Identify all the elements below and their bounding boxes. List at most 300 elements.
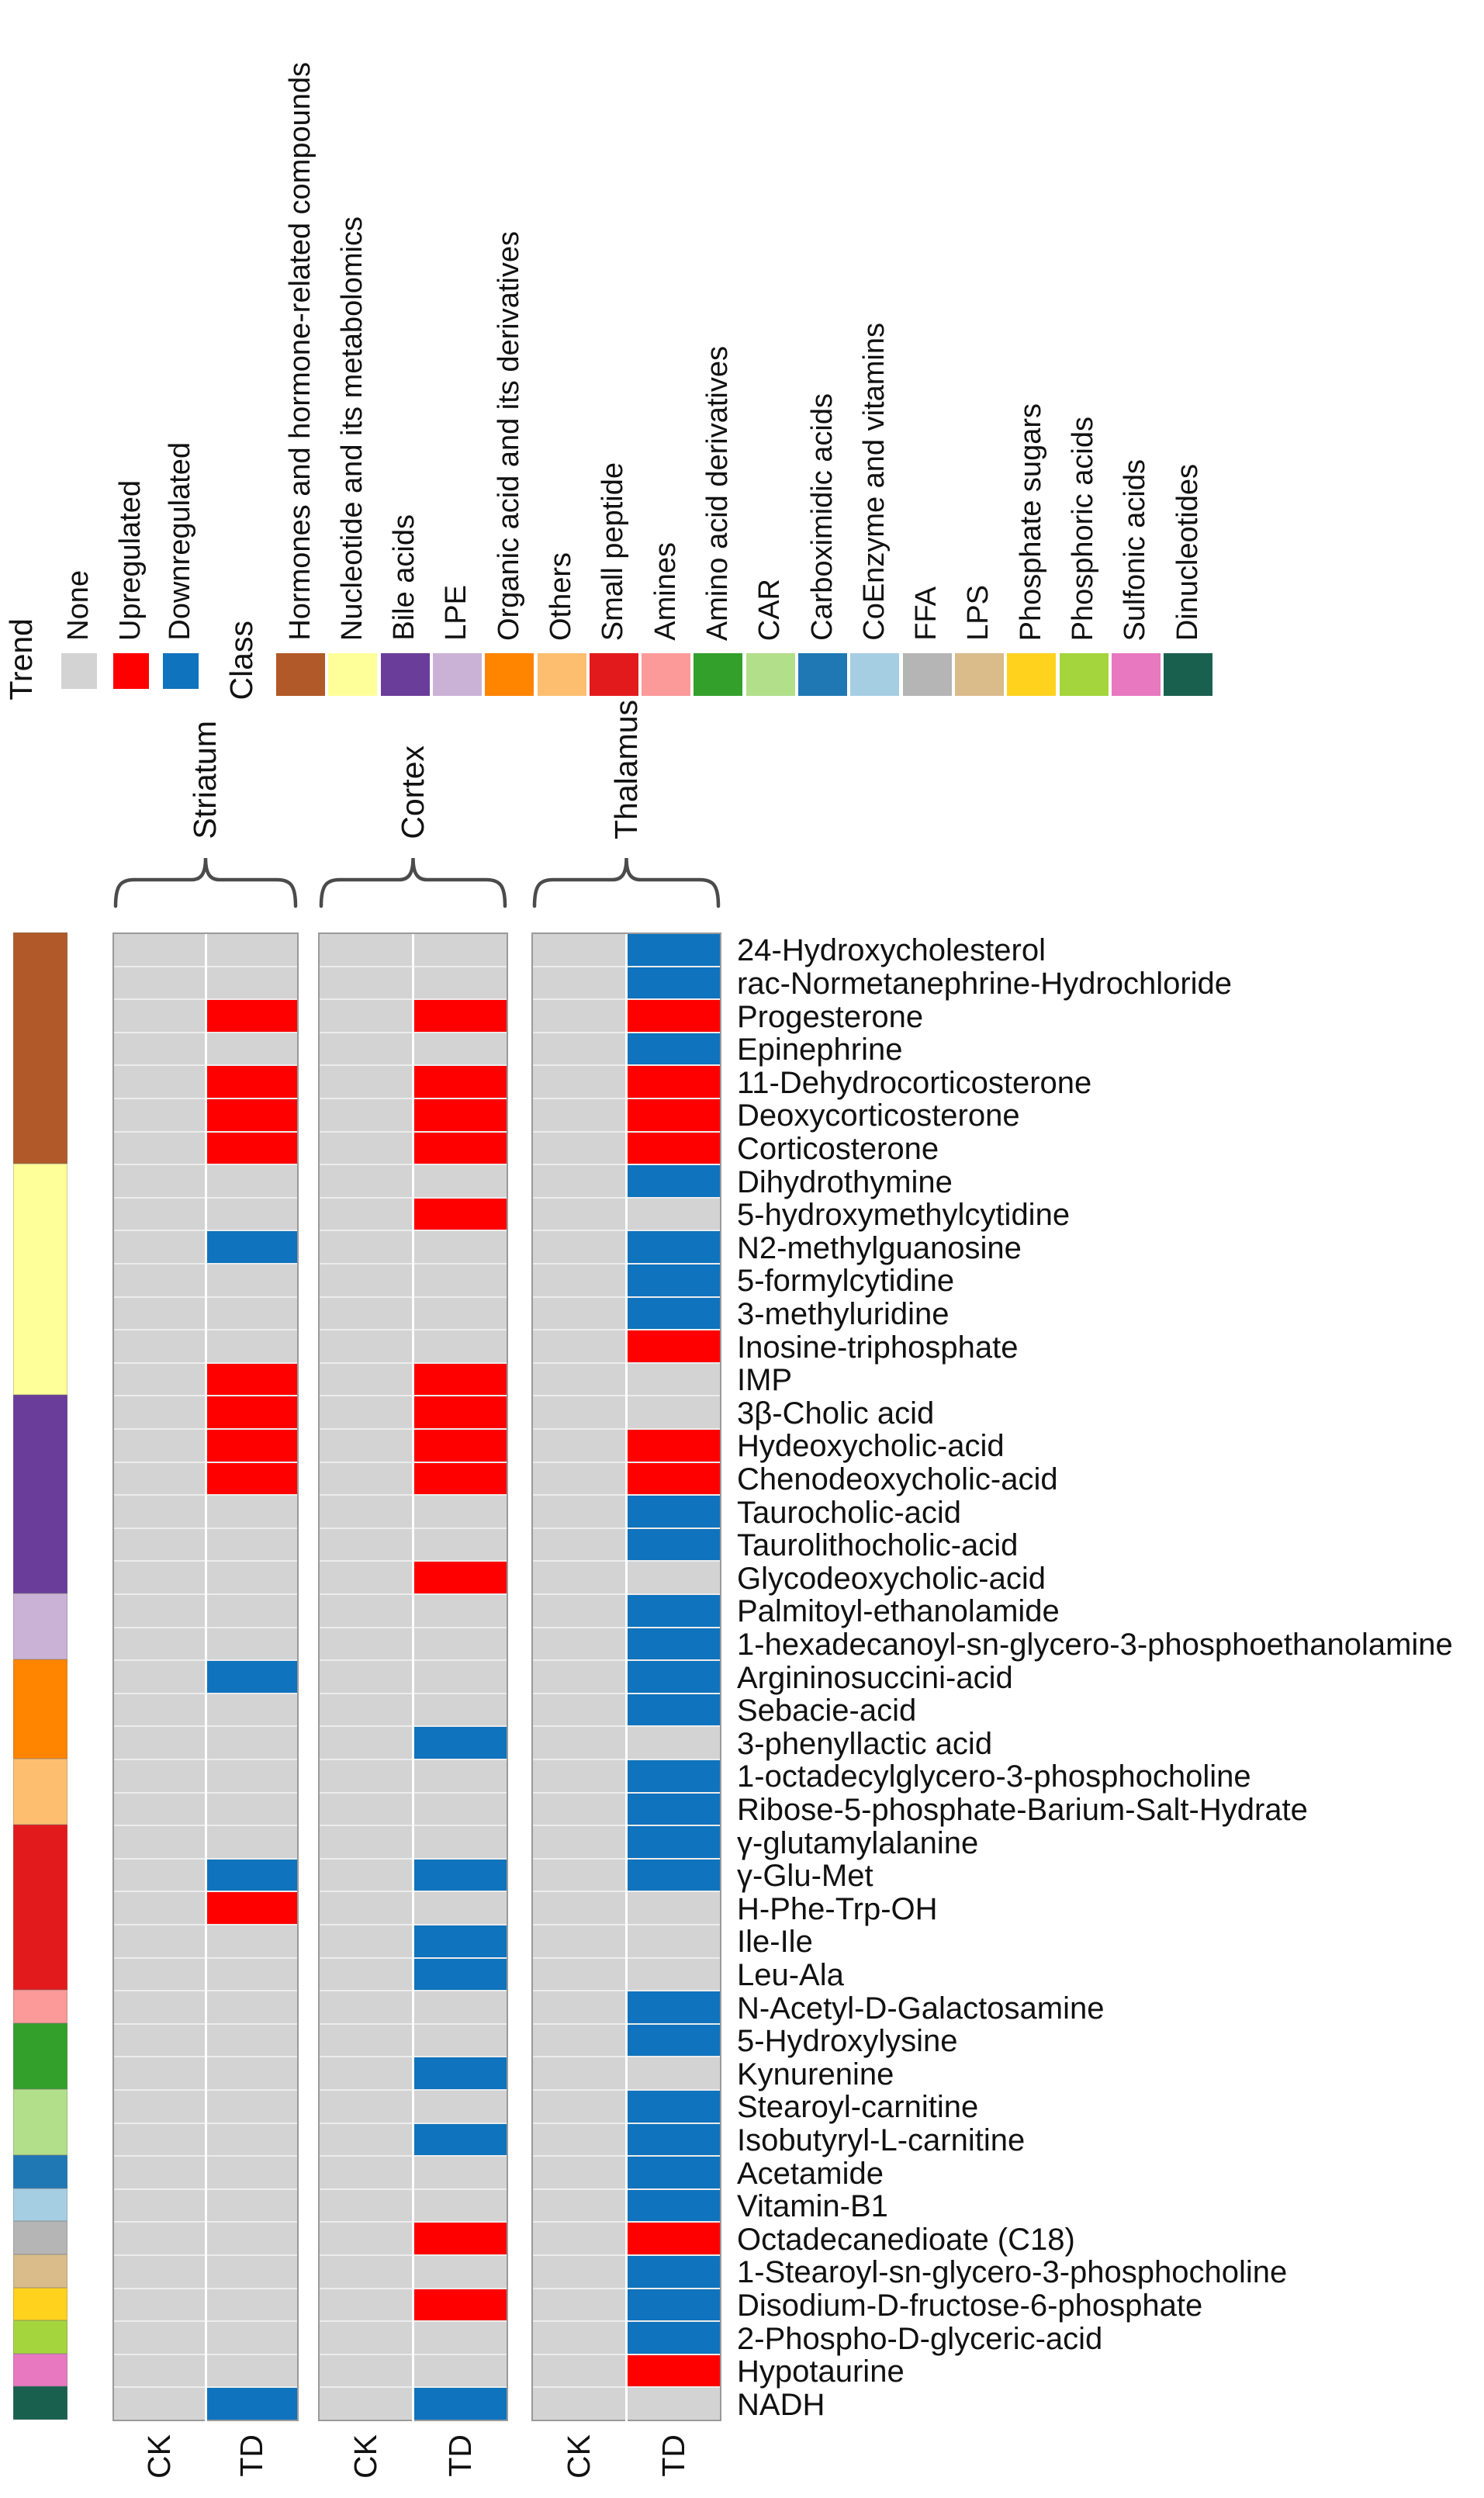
heatmap-cell <box>320 1529 412 1561</box>
trend-label-down: Downregulated <box>164 442 197 641</box>
row-label: Stearoyl-carnitine <box>737 2090 979 2125</box>
trend-swatch-up <box>113 653 149 689</box>
heatmap-cell <box>533 934 625 966</box>
heatmap-cell <box>207 1463 298 1495</box>
region-label-cortex-wrap <box>379 0 448 839</box>
heatmap-cell <box>207 2289 298 2321</box>
heatmap-cell <box>533 1595 625 1627</box>
heatmap-cell <box>533 2057 625 2089</box>
region-brace <box>531 846 721 911</box>
row-label: Deoxycorticosterone <box>737 1098 1020 1133</box>
heatmap-cell <box>320 1661 412 1693</box>
heatmap-cell <box>628 1099 720 1131</box>
heatmap-cell <box>320 1133 412 1164</box>
heatmap-cell <box>207 1727 298 1759</box>
heatmap-cell <box>320 2057 412 2089</box>
trend-swatch-none <box>61 653 97 689</box>
heatmap-cell <box>320 2388 412 2420</box>
heatmap-cell <box>207 1000 298 1032</box>
heatmap-cell <box>320 1463 412 1495</box>
heatmap-cell <box>533 1925 625 1957</box>
heatmap-cell <box>414 1661 507 1693</box>
heatmap-cell <box>320 934 412 966</box>
heatmap-cell <box>628 2322 720 2354</box>
heatmap-cell <box>114 2322 205 2354</box>
row-label: 2-Phospho-D-glyceric-acid <box>737 2321 1103 2356</box>
heatmap-cell <box>414 1133 507 1164</box>
heatmap-cell <box>533 2157 625 2188</box>
heatmap-cell <box>628 2025 720 2057</box>
heatmap-cell <box>414 1364 507 1396</box>
heatmap-cell <box>320 1892 412 1924</box>
heatmap-cell <box>414 1959 507 1991</box>
heatmap-cell <box>533 2256 625 2288</box>
heatmap-cell <box>114 1099 205 1131</box>
heatmap-cell <box>533 1231 625 1263</box>
class-swatch-17 <box>1164 653 1212 696</box>
heatmap-cell <box>207 1133 298 1164</box>
heatmap-cell <box>320 1066 412 1098</box>
heatmap-cell <box>207 1562 298 1593</box>
heatmap-cell <box>207 2223 298 2254</box>
heatmap-cell <box>533 1661 625 1693</box>
row-label: Taurolithocholic-acid <box>737 1528 1019 1563</box>
heatmap-cell <box>114 2124 205 2156</box>
heatmap-cell <box>114 1364 205 1396</box>
heatmap-cell <box>628 1330 720 1362</box>
heatmap-cell <box>628 1694 720 1726</box>
heatmap-cell <box>114 1760 205 1792</box>
heatmap-cell <box>114 1330 205 1362</box>
heatmap-cell <box>114 967 205 999</box>
heatmap-cell <box>320 1760 412 1792</box>
class-label-4: Organic acid and its derivatives <box>492 230 525 641</box>
class-label-1: Nucleotide and its metabolomics <box>335 216 368 641</box>
column-tick-label-striatum-td-wrap <box>217 2434 287 2498</box>
row-label: Corticosterone <box>737 1131 939 1166</box>
heatmap-cell <box>320 1298 412 1330</box>
region-label-striatum-wrap <box>171 0 240 839</box>
heatmap-cell <box>207 1396 298 1428</box>
row-label: 3β-Cholic acid <box>737 1396 935 1431</box>
heatmap-cell <box>533 967 625 999</box>
heatmap-cell <box>533 1033 625 1065</box>
heatmap-cell <box>414 1231 507 1263</box>
heatmap-cell <box>114 1529 205 1561</box>
heatmap-cell <box>320 1727 412 1759</box>
heatmap-cell <box>320 1628 412 1660</box>
heatmap-cell <box>414 1892 507 1924</box>
trend-label-up: Upregulated <box>114 479 147 641</box>
heatmap-cell <box>114 1066 205 1098</box>
row-label: Ribose-5-phosphate-Barium-Salt-Hydrate <box>737 1792 1308 1827</box>
heatmap-cell <box>628 1529 720 1561</box>
row-label: Chenodeoxycholic-acid <box>737 1462 1058 1496</box>
trend-legend-title: Trend <box>3 618 40 701</box>
class-sidebar-segment-4 <box>13 1659 67 1759</box>
heatmap-cell <box>114 2256 205 2288</box>
heatmap-cell <box>414 1595 507 1627</box>
row-label: Kynurenine <box>737 2057 894 2091</box>
class-swatch-10 <box>798 653 847 696</box>
heatmap-cell <box>414 1562 507 1593</box>
region-brace <box>112 846 299 911</box>
heatmap-cell <box>628 2091 720 2123</box>
heatmap-cell <box>628 1826 720 1858</box>
class-swatch-13 <box>955 653 1004 696</box>
class-sidebar-segment-16 <box>13 2354 67 2387</box>
class-label-7: Amines <box>649 542 682 641</box>
region-label-cortex: Cortex <box>394 746 431 839</box>
heatmap-cell <box>320 2355 412 2387</box>
class-swatch-5 <box>538 653 586 696</box>
class-swatch-1 <box>328 653 377 696</box>
row-label: Inosine-triphosphate <box>737 1330 1019 1365</box>
region-label-thalamus: Thalamus <box>607 699 644 839</box>
heatmap-cell <box>320 1562 412 1593</box>
row-label: 1-hexadecanoyl-sn-glycero-3-phosphoethanolamine <box>737 1627 1453 1662</box>
heatmap-cell <box>320 1860 412 1891</box>
heatmap-cell <box>414 1760 507 1792</box>
row-label: Taurocholic-acid <box>737 1495 962 1530</box>
heatmap-cell <box>414 1199 507 1230</box>
heatmap-cell <box>533 1694 625 1726</box>
heatmap-cell <box>533 1496 625 1528</box>
heatmap-cell <box>628 2057 720 2089</box>
heatmap-cell <box>114 2025 205 2057</box>
heatmap-cell <box>414 2091 507 2123</box>
heatmap-cell <box>533 1727 625 1759</box>
heatmap-cell <box>533 2124 625 2156</box>
heatmap-cell <box>533 1099 625 1131</box>
heatmap-cell <box>114 2223 205 2254</box>
region-brace <box>318 846 508 911</box>
heatmap-cell <box>628 1562 720 1593</box>
heatmap-cell <box>628 1760 720 1792</box>
heatmap-cell <box>414 2190 507 2222</box>
column-tick-label-cortex-td-wrap <box>426 2434 496 2498</box>
class-label-17: Dinucleotides <box>1171 463 1204 641</box>
heatmap-cell <box>414 1794 507 1825</box>
heatmap-cell <box>628 1133 720 1164</box>
heatmap-cell <box>114 1860 205 1891</box>
class-swatch-9 <box>746 653 795 696</box>
heatmap-cell <box>414 1330 507 1362</box>
class-label-2: Bile acids <box>388 514 421 641</box>
column-tick-label-thalamus-ck-wrap <box>545 2434 614 2498</box>
heatmap-cell <box>533 1298 625 1330</box>
heatmap-cell <box>533 1562 625 1593</box>
heatmap-cell <box>533 1066 625 1098</box>
column-tick-label-thalamus-td-wrap <box>639 2434 709 2498</box>
heatmap-cell <box>207 2256 298 2288</box>
heatmap-cell <box>320 1826 412 1858</box>
row-label: Leu-Ala <box>737 1957 844 1992</box>
heatmap-cell <box>533 1860 625 1891</box>
row-label: H-Phe-Trp-OH <box>737 1891 938 1926</box>
heatmap-cell <box>320 2091 412 2123</box>
heatmap-cell <box>114 1000 205 1032</box>
heatmap-cell <box>414 967 507 999</box>
class-sidebar-segment-14 <box>13 2288 67 2321</box>
class-label-6: Small peptide <box>597 462 630 641</box>
heatmap-cell <box>320 1000 412 1032</box>
heatmap-cell <box>320 1231 412 1263</box>
row-label: Octadecanedioate (C18) <box>737 2222 1075 2257</box>
class-swatch-15 <box>1060 653 1109 696</box>
heatmap-cell <box>414 1991 507 2023</box>
heatmap-cell <box>114 2190 205 2222</box>
heatmap-cell <box>414 2025 507 2057</box>
heatmap-cell <box>207 2355 298 2387</box>
row-label: Progesterone <box>737 999 924 1034</box>
class-swatch-11 <box>850 653 899 696</box>
class-sidebar-segment-11 <box>13 2188 67 2222</box>
row-label: 24-Hydroxycholesterol <box>737 933 1046 968</box>
heatmap-cell <box>114 934 205 966</box>
heatmap-cell <box>320 1033 412 1065</box>
heatmap-cell <box>320 2124 412 2156</box>
class-swatch-0 <box>276 653 325 696</box>
heatmap-cell <box>628 1496 720 1528</box>
heatmap-cell <box>320 1199 412 1230</box>
heatmap-cell <box>533 1133 625 1164</box>
row-label: NADH <box>737 2387 825 2422</box>
column-tick-label-striatum-td: TD <box>233 2434 270 2477</box>
column-tick-label-thalamus-ck: CK <box>560 2434 597 2479</box>
heatmap-cell <box>320 1396 412 1428</box>
heatmap-cell <box>207 934 298 966</box>
class-swatch-14 <box>1007 653 1056 696</box>
heatmap-cell <box>414 2157 507 2188</box>
heatmap-cell <box>114 1033 205 1065</box>
heatmap-cell <box>533 1165 625 1197</box>
heatmap-cell <box>533 2025 625 2057</box>
class-sidebar-segment-12 <box>13 2221 67 2254</box>
class-sidebar-segment-17 <box>13 2386 67 2420</box>
class-sidebar-segment-5 <box>13 1759 67 1825</box>
heatmap-cell <box>207 1330 298 1362</box>
heatmap-cell <box>628 1033 720 1065</box>
heatmap-cell <box>533 1794 625 1825</box>
row-label: γ-glutamylalanine <box>737 1825 979 1860</box>
row-label: Vitamin-B1 <box>737 2189 888 2224</box>
heatmap-cell <box>414 2355 507 2387</box>
class-label-8: Amino acid derivatives <box>700 345 734 641</box>
heatmap-cell <box>628 1727 720 1759</box>
heatmap-cell <box>628 2355 720 2387</box>
heatmap-cell <box>207 1165 298 1197</box>
heatmap-cell <box>533 1265 625 1296</box>
heatmap-cell <box>207 2057 298 2089</box>
heatmap-cell <box>320 2289 412 2321</box>
heatmap-cell <box>207 1661 298 1693</box>
heatmap-cell <box>628 1595 720 1627</box>
heatmap-cell <box>207 1991 298 2023</box>
heatmap-cell <box>207 2025 298 2057</box>
heatmap-cell <box>320 1099 412 1131</box>
heatmap-cell <box>414 1925 507 1957</box>
heatmap-cell <box>207 2157 298 2188</box>
heatmap-cell <box>114 1628 205 1660</box>
heatmap-cell <box>114 2057 205 2089</box>
heatmap-cell <box>628 2157 720 2188</box>
class-swatch-8 <box>694 653 742 696</box>
heatmap-cell <box>114 1165 205 1197</box>
heatmap-cell <box>207 2388 298 2420</box>
heatmap-cell <box>628 1066 720 1098</box>
heatmap-cell <box>320 1430 412 1462</box>
heatmap-cell <box>628 1661 720 1693</box>
heatmap-cell <box>628 1892 720 1924</box>
heatmap-cell <box>414 1099 507 1131</box>
heatmap-cell <box>114 2388 205 2420</box>
heatmap-cell <box>533 2091 625 2123</box>
heatmap-cell <box>533 1364 625 1396</box>
heatmap-cell <box>114 1661 205 1693</box>
heatmap-cell <box>114 1694 205 1726</box>
heatmap-cell <box>533 1430 625 1462</box>
class-sidebar-segment-7 <box>13 1990 67 2023</box>
heatmap-cell <box>207 1959 298 1991</box>
heatmap-cell <box>114 1199 205 1230</box>
heatmap-cell <box>207 1496 298 1528</box>
heatmap-cell <box>320 2322 412 2354</box>
heatmap-block-thalamus <box>531 932 721 2421</box>
heatmap-cell <box>414 1860 507 1891</box>
heatmap-cell <box>320 1265 412 1296</box>
heatmap-cell <box>533 1463 625 1495</box>
row-label: 5-hydroxymethylcytidine <box>737 1198 1071 1233</box>
heatmap-cell <box>207 1892 298 1924</box>
class-swatch-4 <box>485 653 534 696</box>
heatmap-cell <box>628 1199 720 1230</box>
class-label-16: Sulfonic acids <box>1119 458 1152 641</box>
heatmap-cell <box>114 1396 205 1428</box>
heatmap-cell <box>320 2223 412 2254</box>
heatmap-cell <box>114 2091 205 2123</box>
heatmap-cell <box>114 1298 205 1330</box>
class-label-5: Others <box>545 552 578 641</box>
class-sidebar-segment-8 <box>13 2023 67 2089</box>
heatmap-cell <box>207 2091 298 2123</box>
heatmap-cell <box>414 1000 507 1032</box>
heatmap-cell <box>114 1959 205 1991</box>
heatmap-cell <box>320 2025 412 2057</box>
heatmap-cell <box>414 1463 507 1495</box>
heatmap-cell <box>628 2223 720 2254</box>
heatmap-cell <box>628 1265 720 1296</box>
heatmap-cell <box>414 1628 507 1660</box>
row-label: N-Acetyl-D-Galactosamine <box>737 1991 1105 2026</box>
heatmap-cell <box>114 1892 205 1924</box>
heatmap-cell <box>207 2124 298 2156</box>
heatmap-cell <box>114 1794 205 1825</box>
column-tick-label-striatum-ck-wrap <box>124 2434 194 2498</box>
class-sidebar-segment-15 <box>13 2320 67 2354</box>
heatmap-cell <box>114 1133 205 1164</box>
heatmap-cell <box>414 1033 507 1065</box>
heatmap-cell <box>320 967 412 999</box>
class-sidebar-segment-2 <box>13 1395 67 1593</box>
heatmap-cell <box>533 1892 625 1924</box>
heatmap-cell <box>533 1959 625 1991</box>
heatmap-cell <box>207 2322 298 2354</box>
row-label: Epinephrine <box>737 1033 903 1067</box>
heatmap-cell <box>628 2289 720 2321</box>
heatmap-cell <box>114 2355 205 2387</box>
heatmap-cell <box>533 1000 625 1032</box>
heatmap-cell <box>207 1925 298 1957</box>
row-label: Argininosuccini-acid <box>737 1660 1013 1695</box>
class-sidebar-segment-3 <box>13 1593 67 1659</box>
class-sidebar-segment-10 <box>13 2155 67 2188</box>
row-label: Isobutyryl-L-carnitine <box>737 2123 1026 2157</box>
heatmap-cell <box>414 2124 507 2156</box>
class-sidebar-segment-13 <box>13 2254 67 2288</box>
row-label: 1-Stearoyl-sn-glycero-3-phosphocholine <box>737 2255 1288 2290</box>
row-label: 11-Dehydrocorticosterone <box>737 1065 1092 1100</box>
heatmap-cell <box>114 1463 205 1495</box>
class-label-11: CoEnzyme and vitamins <box>857 323 891 641</box>
heatmap-cell <box>628 934 720 966</box>
row-label: Ile-Ile <box>737 1925 813 1960</box>
heatmap-cell <box>114 1231 205 1263</box>
heatmap-cell <box>414 1066 507 1098</box>
heatmap-cell <box>414 1396 507 1428</box>
heatmap-cell <box>628 1000 720 1032</box>
heatmap-cell <box>320 1364 412 1396</box>
row-label: IMP <box>737 1363 793 1398</box>
heatmap-cell <box>628 1925 720 1957</box>
heatmap-cell <box>533 1529 625 1561</box>
heatmap-cell <box>207 2190 298 2222</box>
row-label: 1-octadecylglycero-3-phosphocholine <box>737 1759 1251 1794</box>
heatmap-cell <box>628 1430 720 1462</box>
row-label: Palmitoyl-ethanolamide <box>737 1594 1060 1629</box>
class-swatch-16 <box>1112 653 1161 696</box>
heatmap-cell <box>114 1991 205 2023</box>
heatmap-cell <box>320 1991 412 2023</box>
heatmap-cell <box>414 1496 507 1528</box>
region-label-striatum: Striatum <box>187 721 223 839</box>
heatmap-cell <box>114 1562 205 1593</box>
heatmap-cell <box>628 1463 720 1495</box>
heatmap-block-striatum <box>112 932 299 2421</box>
heatmap-cell <box>207 1066 298 1098</box>
class-label-14: Phosphate sugars <box>1014 403 1047 641</box>
heatmap-cell <box>628 2256 720 2288</box>
heatmap-cell <box>207 1860 298 1891</box>
heatmap-cell <box>533 1760 625 1792</box>
row-label: Hypotaurine <box>737 2354 905 2389</box>
column-tick-label-thalamus-td: TD <box>655 2434 691 2477</box>
heatmap-cell <box>533 2289 625 2321</box>
row-label: Sebacie-acid <box>737 1694 917 1728</box>
heatmap-cell <box>114 1265 205 1296</box>
class-label-9: CAR <box>753 578 787 641</box>
heatmap-cell <box>114 1727 205 1759</box>
heatmap-cell <box>628 1991 720 2023</box>
row-label: 3-methyluridine <box>737 1296 950 1331</box>
column-tick-label-cortex-ck-wrap <box>331 2434 401 2498</box>
heatmap-cell <box>414 2322 507 2354</box>
region-label-thalamus-wrap <box>592 0 662 839</box>
heatmap-cell <box>628 2388 720 2420</box>
heatmap-cell <box>414 934 507 966</box>
heatmap-cell <box>414 1727 507 1759</box>
heatmap-cell <box>533 1199 625 1230</box>
